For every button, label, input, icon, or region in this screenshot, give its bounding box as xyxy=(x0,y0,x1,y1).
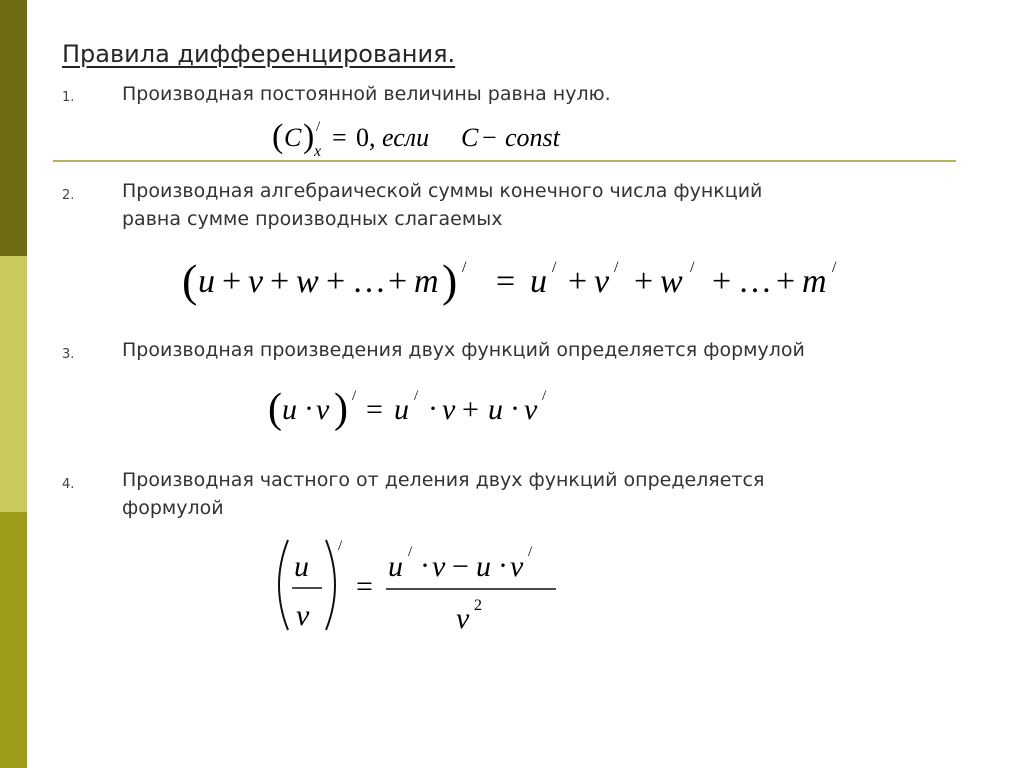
svg-text:u: u xyxy=(294,550,309,583)
svg-text:=: = xyxy=(356,570,373,603)
svg-text:=: = xyxy=(366,393,383,426)
svg-text:+: + xyxy=(462,393,479,426)
svg-text:…: … xyxy=(738,263,772,300)
formula-quotient-derivative-svg xyxy=(272,532,572,642)
svg-text:u: u xyxy=(282,393,297,426)
formula-product-derivative xyxy=(268,382,578,436)
svg-text:v: v xyxy=(248,263,264,300)
item-2-number: 2. xyxy=(62,188,75,203)
svg-text:+: + xyxy=(776,263,796,300)
svg-text:=: = xyxy=(332,123,347,152)
svg-text:C: C xyxy=(461,123,479,152)
svg-text:+: + xyxy=(222,263,242,300)
formula-quotient-derivative xyxy=(272,532,572,642)
svg-text:+: + xyxy=(712,263,732,300)
svg-text:/: / xyxy=(414,388,419,404)
svg-text:(: ( xyxy=(182,255,198,306)
svg-text:w: w xyxy=(660,263,683,300)
item-4-text-line-1: Производная частного от деления двух функций определяется xyxy=(122,469,765,491)
formula-constant-derivative xyxy=(272,116,592,160)
svg-text:/: / xyxy=(462,259,467,276)
svg-text:/: / xyxy=(552,259,557,276)
svg-text:/: / xyxy=(832,259,837,276)
slide-title: Правила дифференцирования. xyxy=(62,40,456,68)
svg-text:/: / xyxy=(542,388,547,404)
svg-text:·: · xyxy=(498,549,508,582)
formula-sum-derivative xyxy=(182,252,862,312)
svg-text:+: + xyxy=(634,263,654,300)
svg-text:const: const xyxy=(505,123,560,152)
item-1-number: 1. xyxy=(62,90,75,105)
svg-text:): ) xyxy=(334,386,348,432)
svg-text:u: u xyxy=(476,550,491,583)
svg-text:·: · xyxy=(420,549,430,582)
svg-text:v: v xyxy=(594,263,610,300)
item-3-text: Производная произведения двух функций определяется формулой xyxy=(122,339,805,361)
svg-text:·: · xyxy=(428,392,438,425)
svg-text:v: v xyxy=(296,599,310,632)
svg-text:): ) xyxy=(303,118,315,155)
svg-text:u: u xyxy=(388,550,403,583)
svg-text:(: ( xyxy=(268,386,282,432)
svg-text:/: / xyxy=(408,544,413,560)
svg-text:u: u xyxy=(198,263,215,300)
svg-text:v: v xyxy=(456,602,470,635)
svg-text:+: + xyxy=(388,263,408,300)
item-4-text-line-2: формулой xyxy=(122,497,224,519)
item-3-number: 3. xyxy=(62,347,75,362)
left-bar-top xyxy=(0,0,27,256)
svg-text:−: − xyxy=(482,123,497,152)
formula-sum-derivative-svg xyxy=(182,252,862,312)
svg-text:−: − xyxy=(452,550,469,583)
svg-text:/: / xyxy=(316,119,321,135)
svg-text:x: x xyxy=(314,143,322,160)
svg-text:m: m xyxy=(802,263,827,300)
svg-text:(: ( xyxy=(272,118,284,155)
svg-text:+: + xyxy=(270,263,290,300)
svg-text:+: + xyxy=(326,263,346,300)
svg-text:u: u xyxy=(394,393,409,426)
svg-text:·: · xyxy=(510,392,520,425)
svg-text:+: + xyxy=(568,263,588,300)
svg-text:u: u xyxy=(488,393,503,426)
svg-text:): ) xyxy=(442,255,458,306)
svg-text:если: если xyxy=(382,123,430,152)
section-divider xyxy=(53,160,956,162)
svg-text:/: / xyxy=(690,259,695,276)
formula-product-derivative-svg xyxy=(268,382,578,436)
svg-text:/: / xyxy=(338,538,343,554)
left-bar-middle xyxy=(0,256,27,512)
svg-text:=: = xyxy=(496,263,516,300)
svg-text:v: v xyxy=(524,393,538,426)
svg-text:C: C xyxy=(284,123,302,152)
item-2-text-line-2: равна сумме производных слагаемых xyxy=(122,208,503,230)
svg-text:v: v xyxy=(442,393,456,426)
svg-text:/: / xyxy=(614,259,619,276)
svg-text:·: · xyxy=(304,392,314,425)
item-2-text-line-1: Производная алгебраической суммы конечного числа функций xyxy=(122,180,763,202)
svg-text:v: v xyxy=(510,550,524,583)
svg-text:v: v xyxy=(316,393,330,426)
item-1-text: Производная постоянной величины равна нулю. xyxy=(122,83,611,105)
formula-constant-derivative-svg xyxy=(272,116,592,160)
svg-text:…: … xyxy=(352,263,386,300)
svg-text:w: w xyxy=(296,263,319,300)
svg-text:m: m xyxy=(414,263,439,300)
item-4-number: 4. xyxy=(62,477,75,492)
svg-text:/: / xyxy=(528,544,533,560)
svg-text:v: v xyxy=(432,550,446,583)
svg-text:2: 2 xyxy=(474,597,482,614)
svg-text:/: / xyxy=(352,388,357,404)
svg-text:0,: 0, xyxy=(356,123,376,152)
left-bar-bottom xyxy=(0,512,27,768)
svg-text:u: u xyxy=(530,263,547,300)
